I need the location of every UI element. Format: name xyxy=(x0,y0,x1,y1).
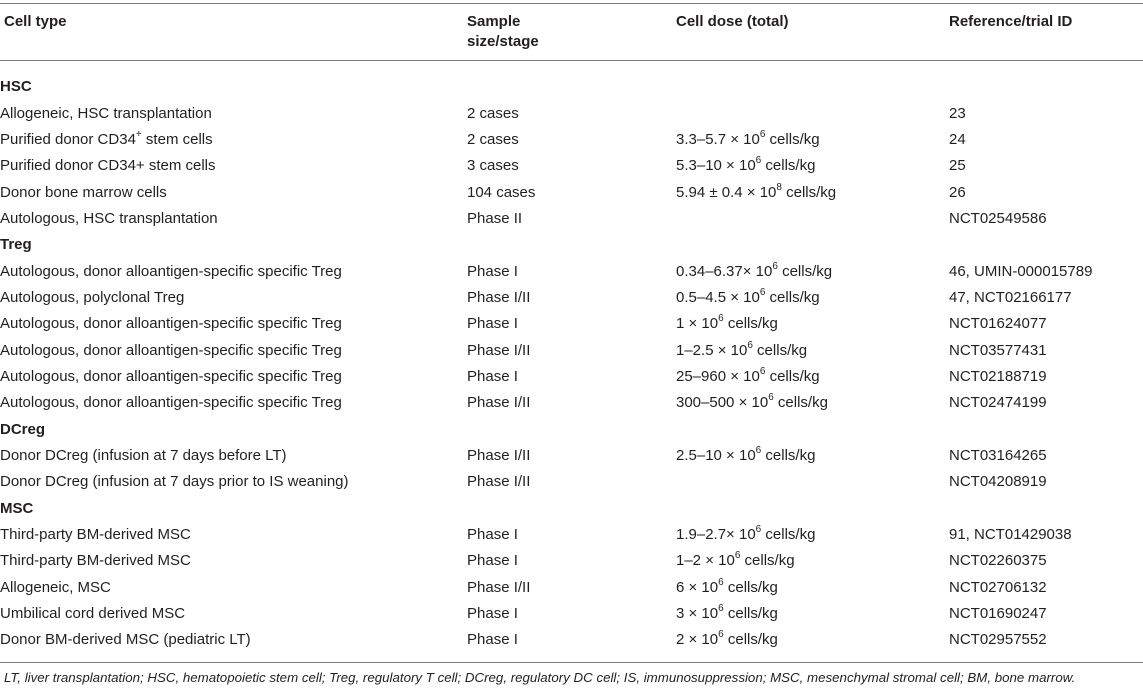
cell-type: Autologous, donor alloantigen-specific specific Treg xyxy=(0,394,342,412)
cell-dose xyxy=(676,179,949,205)
cell-dose xyxy=(676,337,949,363)
dose-mantissa: 0.5–4.5 × 10 xyxy=(676,288,760,306)
dose-exponent: 6 xyxy=(759,365,766,377)
sample-size-stage: Phase I xyxy=(467,631,518,649)
cell-dose xyxy=(676,311,949,337)
cell-dose xyxy=(676,522,949,548)
dose-mantissa: 300–500 × 10 xyxy=(676,394,769,412)
dose-mantissa: 6 × 10 xyxy=(676,578,719,596)
dose-mantissa: 5.3–10 × 10 xyxy=(676,157,756,175)
cell-type: Allogeneic, MSC xyxy=(0,578,111,596)
dose-unit: cells/kg xyxy=(723,578,778,596)
reference-trial-id: NCT02474199 xyxy=(949,394,1047,412)
cell-type: Allogeneic, HSC transplantation xyxy=(0,104,212,122)
reference-trial-id: 23 xyxy=(949,104,966,122)
dose-unit: cells/kg xyxy=(723,631,778,649)
cell-dose xyxy=(676,127,949,153)
reference-trial-id: 46, UMIN-000015789 xyxy=(949,262,1093,280)
reference-trial-id: NCT02260375 xyxy=(949,552,1047,570)
group-label: DCreg xyxy=(0,420,46,438)
header-sample-size-stage xyxy=(467,12,587,52)
sample-size-stage: Phase I xyxy=(467,315,518,333)
cell-type: Autologous, donor alloantigen-specific specific Treg xyxy=(0,315,342,333)
reference-trial-id: 91, NCT01429038 xyxy=(949,526,1072,544)
sample-size-stage: Phase II xyxy=(467,209,523,227)
reference-trial-id: NCT01690247 xyxy=(949,605,1047,623)
dose-unit: cells/kg xyxy=(761,446,816,464)
reference-trial-id: NCT01624077 xyxy=(949,315,1047,333)
cell-type: Third-party BM-derived MSC xyxy=(0,526,191,544)
cell-dose xyxy=(676,100,949,126)
dose-unit: cells/kg xyxy=(740,552,795,570)
dose-exponent: 6 xyxy=(755,524,762,536)
dose-exponent: 6 xyxy=(747,339,753,351)
table-row xyxy=(0,364,1143,390)
sample-size-stage: Phase I xyxy=(467,552,518,570)
cell-dose xyxy=(676,575,949,601)
reference-trial-id: 25 xyxy=(949,157,966,175)
dose-exponent: 6 xyxy=(718,629,724,641)
sample-size-stage: Phase I xyxy=(467,605,518,623)
cell-type: Donor bone marrow cells xyxy=(0,183,167,201)
table-row xyxy=(0,627,1143,653)
sample-size-stage: Phase I/II xyxy=(467,473,531,491)
cell-type: Purified donor CD34+ stem cells xyxy=(0,157,216,175)
dose-exponent: 6 xyxy=(734,550,741,562)
cell-type: Autologous, donor alloantigen-specific specific Treg xyxy=(0,262,342,280)
sample-size-stage: Phase I/II xyxy=(467,341,531,359)
dose-exponent: 6 xyxy=(718,313,724,325)
reference-trial-id: NCT03577431 xyxy=(949,341,1047,359)
group-row xyxy=(0,416,1143,442)
cell-type-text: Purified donor CD34 xyxy=(0,130,136,148)
cell-type: Umbilical cord derived MSC xyxy=(0,605,186,623)
header-cell-type: Cell type xyxy=(4,13,67,30)
table-row xyxy=(0,601,1143,627)
cell-dose xyxy=(676,258,949,284)
sample-size-stage: Phase I/II xyxy=(467,288,531,306)
table-row xyxy=(0,206,1143,232)
dose-unit: cells/kg xyxy=(752,341,808,359)
group-label: Treg xyxy=(0,236,32,254)
table-row xyxy=(0,337,1143,363)
cell-dose xyxy=(676,627,949,653)
cell-type-superscript: + xyxy=(135,128,142,140)
dose-mantissa: 1–2.5 × 10 xyxy=(676,341,748,359)
cell-dose xyxy=(676,206,949,232)
dose-exponent: 8 xyxy=(776,181,782,193)
dose-mantissa: 3.3–5.7 × 10 xyxy=(676,130,760,148)
dose-mantissa: 1 × 10 xyxy=(676,315,719,333)
reference-trial-id: NCT04208919 xyxy=(949,473,1047,491)
sample-size-stage: Phase I xyxy=(467,367,518,385)
cell-type: Third-party BM-derived MSC xyxy=(0,552,191,570)
table-row xyxy=(0,258,1143,284)
sample-size-stage: 3 cases xyxy=(467,157,519,175)
table-row xyxy=(0,443,1143,469)
dose-unit: cells/kg xyxy=(765,367,820,385)
dose-exponent: 6 xyxy=(768,392,774,404)
dose-mantissa: 25–960 × 10 xyxy=(676,367,760,385)
sample-size-stage: 104 cases xyxy=(467,183,536,201)
reference-trial-id: NCT02549586 xyxy=(949,209,1047,227)
dose-exponent: 6 xyxy=(755,444,762,456)
sample-size-stage: 2 cases xyxy=(467,130,519,148)
reference-trial-id: 47, NCT02166177 xyxy=(949,288,1072,306)
cell-type: Donor BM-derived MSC (pediatric LT) xyxy=(0,631,251,649)
dose-unit: cells/kg xyxy=(765,130,820,148)
dose-mantissa: 1.9–2.7× 10 xyxy=(676,526,756,544)
dose-unit: cells/kg xyxy=(765,288,820,306)
header-rule xyxy=(0,60,1143,61)
table-row xyxy=(0,127,1143,153)
group-label: HSC xyxy=(0,78,32,96)
dose-mantissa: 1–2 × 10 xyxy=(676,552,735,570)
reference-trial-id: 24 xyxy=(949,130,966,148)
dose-unit: cells/kg xyxy=(777,262,833,280)
dose-mantissa: 3 × 10 xyxy=(676,605,719,623)
dose-unit: cells/kg xyxy=(761,526,816,544)
dose-exponent: 6 xyxy=(755,155,762,167)
table-row xyxy=(0,153,1143,179)
cell-dose xyxy=(676,443,949,469)
group-row xyxy=(0,232,1143,258)
table-row xyxy=(0,390,1143,416)
table-row xyxy=(0,285,1143,311)
dose-exponent: 6 xyxy=(759,286,766,298)
table-row xyxy=(0,575,1143,601)
header-reference: Reference/trial ID xyxy=(949,13,1073,30)
dose-unit: cells/kg xyxy=(761,157,816,175)
table-row xyxy=(0,311,1143,337)
dose-exponent: 6 xyxy=(718,603,724,615)
sample-size-stage: Phase I/II xyxy=(467,394,531,412)
cell-type: Autologous, HSC transplantation xyxy=(0,209,218,227)
cell-type-text-end: stem cells xyxy=(141,130,213,148)
dose-mantissa: 5.94 ± 0.4 × 10 xyxy=(676,183,777,201)
cell-type: Autologous, donor alloantigen-specific specific Treg xyxy=(0,341,342,359)
cell-type: Donor DCreg (infusion at 7 days before LT) xyxy=(0,446,287,464)
group-label: MSC xyxy=(0,499,34,517)
sample-size-stage: Phase I xyxy=(467,262,518,280)
header-cell-dose: Cell dose (total) xyxy=(676,13,789,30)
header-sample-line2: size/stage xyxy=(467,33,539,50)
table-row xyxy=(0,548,1143,574)
table-row xyxy=(0,100,1143,126)
cell-dose xyxy=(676,364,949,390)
cell-type: Donor DCreg (infusion at 7 days prior to IS weaning) xyxy=(0,473,349,491)
cell-dose xyxy=(676,390,949,416)
header-sample-line1: Sample xyxy=(467,13,521,30)
table-footnote: LT, liver transplantation; HSC, hematopoietic stem cell; Treg, regulatory T cell; DCreg, regulatory DC cell; IS, immunosuppression; MSC, mesenchymal stromal cell; BM, bone marrow. xyxy=(4,670,1076,685)
reference-trial-id: NCT02957552 xyxy=(949,631,1047,649)
dose-mantissa: 0.34–6.37× 10 xyxy=(676,262,773,280)
bottom-rule xyxy=(0,662,1143,663)
table-row xyxy=(0,179,1143,205)
cell-dose xyxy=(676,285,949,311)
cell-dose xyxy=(676,548,949,574)
dose-unit: cells/kg xyxy=(781,183,837,201)
reference-trial-id: NCT02188719 xyxy=(949,367,1047,385)
reference-trial-id: 26 xyxy=(949,183,966,201)
dose-mantissa: 2 × 10 xyxy=(676,631,719,649)
dose-unit: cells/kg xyxy=(773,394,828,412)
sample-size-stage: 2 cases xyxy=(467,104,519,122)
table-row xyxy=(0,522,1143,548)
sample-size-stage: Phase I xyxy=(467,526,518,544)
cell-type: Autologous, polyclonal Treg xyxy=(0,288,185,306)
dose-exponent: 6 xyxy=(718,576,724,588)
group-row xyxy=(0,74,1143,100)
cell-dose xyxy=(676,469,949,495)
group-row xyxy=(0,496,1143,522)
top-rule xyxy=(0,3,1143,4)
sample-size-stage: Phase I/II xyxy=(467,446,531,464)
dose-exponent: 6 xyxy=(772,260,778,272)
data-table xyxy=(0,74,1143,654)
cell-type xyxy=(0,127,467,153)
reference-trial-id: NCT02706132 xyxy=(949,578,1047,596)
table-body xyxy=(0,74,1143,654)
sample-size-stage: Phase I/II xyxy=(467,578,531,596)
table-row xyxy=(0,469,1143,495)
dose-unit: cells/kg xyxy=(723,605,778,623)
cell-dose xyxy=(676,601,949,627)
dose-mantissa: 2.5–10 × 10 xyxy=(676,446,756,464)
cell-type: Autologous, donor alloantigen-specific specific Treg xyxy=(0,367,342,385)
cell-dose xyxy=(676,153,949,179)
dose-exponent: 6 xyxy=(759,128,766,140)
dose-unit: cells/kg xyxy=(723,315,778,333)
reference-trial-id: NCT03164265 xyxy=(949,446,1047,464)
